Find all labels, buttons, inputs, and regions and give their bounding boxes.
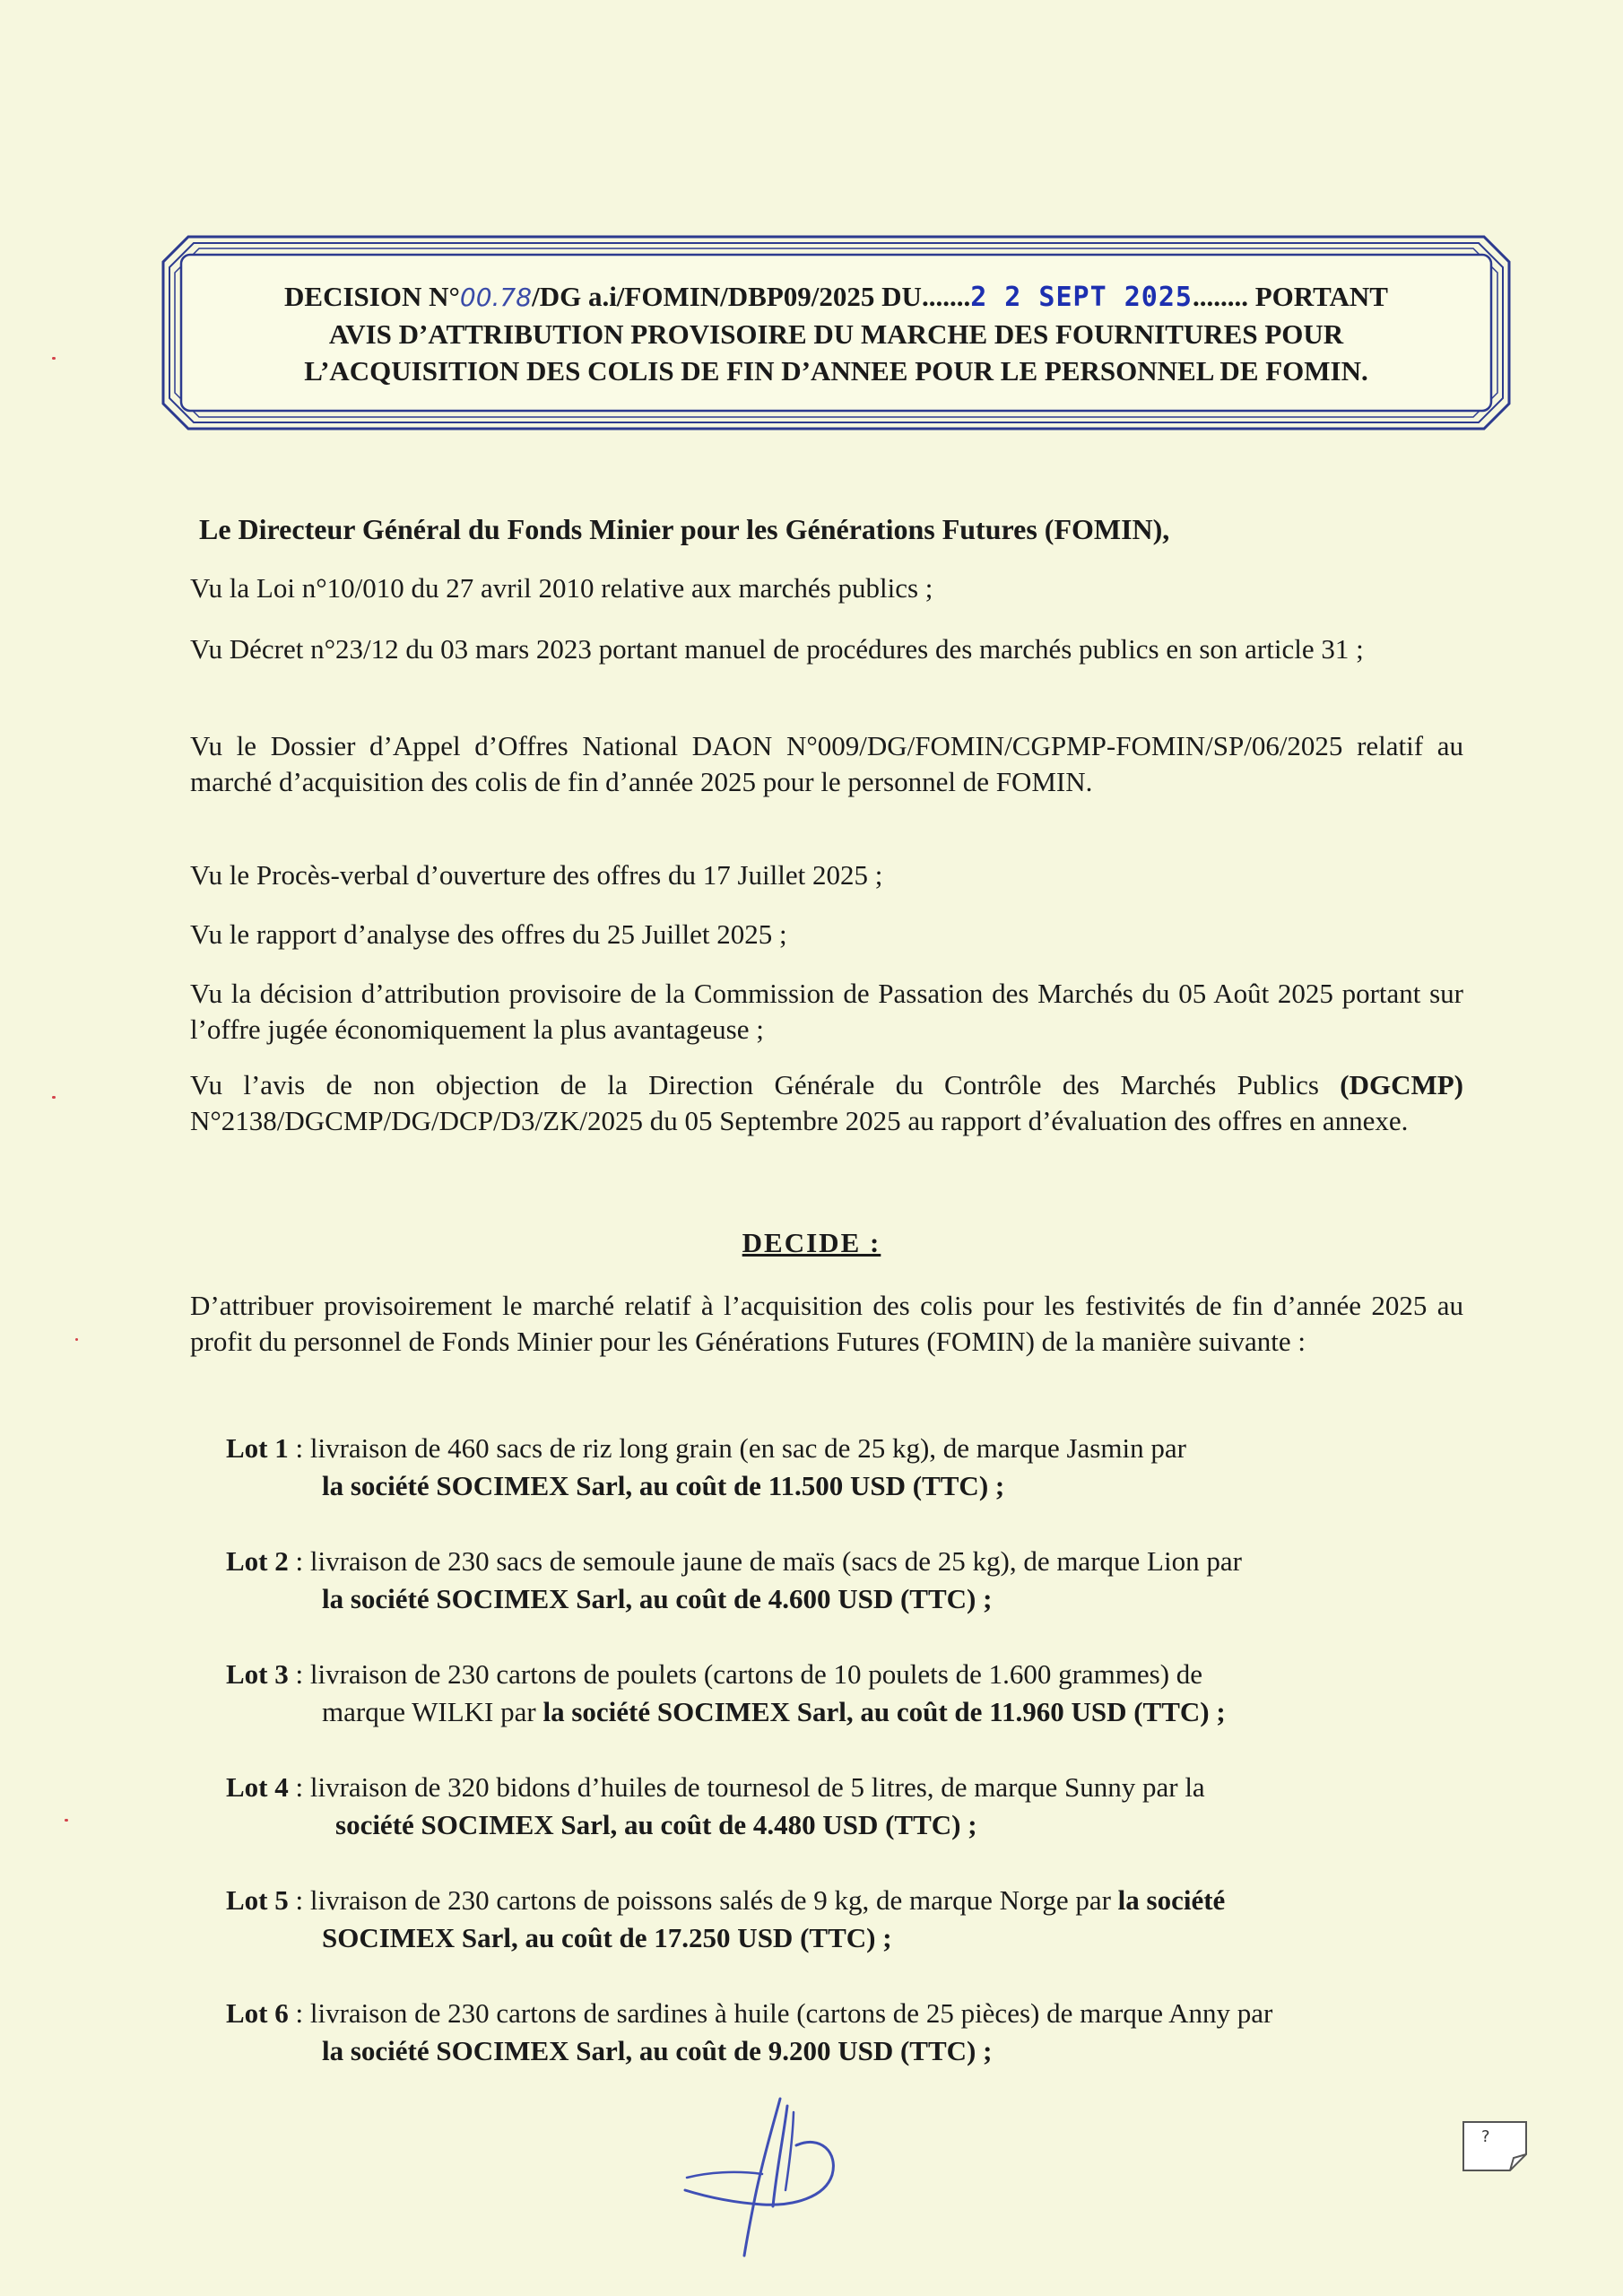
- consideration-item: Vu le rapport d’analyse des offres du 25 Juillet 2025 ;: [190, 918, 787, 950]
- red-speck-mark: [52, 357, 56, 360]
- lot-line-1: [226, 1769, 1472, 1806]
- lot-line-2: [226, 1919, 1472, 1957]
- lot-item: [226, 1882, 1472, 1957]
- lot-description: marque WILKI par: [322, 1696, 543, 1727]
- decision-title-line-3: L’ACQUISITION DES COLIS DE FIN D’ANNEE POUR LE PERSONNEL DE FOMIN.: [304, 355, 1368, 387]
- consideration-item: Vu la Loi n°10/010 du 27 avril 2010 relative aux marchés publics ;: [190, 572, 933, 604]
- lot-line-2: [226, 1693, 1472, 1731]
- dgcmp-acronym: (DGCMP): [1340, 1069, 1463, 1100]
- red-speck-mark: [75, 1338, 78, 1341]
- signature-icon: [673, 2090, 870, 2274]
- dots: .......: [921, 281, 971, 312]
- lot-item: [226, 1543, 1472, 1618]
- lot-supplier-cost: la société SOCIMEX Sarl, au coût de 9.200 USD (TTC) ;: [322, 2035, 993, 2066]
- consideration-text: Vu l’avis de non objection de la Direction Générale du Contrôle des Marchés Publics: [190, 1069, 1341, 1100]
- lot-line-1: [226, 1656, 1472, 1693]
- lot-line-2: [226, 1467, 1472, 1505]
- decision-suffix: /DG a.i/FOMIN/DBP09/2025 DU: [532, 281, 922, 312]
- consideration-item: Vu la décision d’attribution provisoire de la Commission de Passation des Marchés du 05 Août 2025 portant sur l’offre jugée économiquement la plus avantageuse ;: [190, 978, 1463, 1045]
- handwritten-decision-number: 00.78: [459, 283, 533, 312]
- lot-description: : livraison de 230 cartons de poulets (cartons de 10 poulets de 1.600 grammes) de: [288, 1658, 1203, 1690]
- attribution-intro: D’attribuer provisoirement le marché relatif à l’acquisition des colis pour les festivités de fin d’année 2025 au profit du personnel de Fonds Minier pour les Générations Futures (FOMIN) de la manière suivante :: [190, 1290, 1463, 1357]
- consideration-item: Vu le Dossier d’Appel d’Offres National DAON N°009/DG/FOMIN/CGPMP-FOMIN/SP/06/2025 relatif au marché d’acquisition des colis de fin d’année 2025 pour le personnel de FOMIN.: [190, 730, 1463, 797]
- consideration-item: Vu Décret n°23/12 du 03 mars 2023 portant manuel de procédures des marchés publics en son article 31 ;: [190, 633, 1364, 665]
- lot-label: Lot 6: [226, 1997, 289, 2029]
- lot-supplier: la société: [1117, 1884, 1226, 1916]
- lot-line-1: [226, 1430, 1472, 1467]
- dots: ........: [1193, 281, 1248, 312]
- lot-line-1: [226, 1995, 1472, 2032]
- date-stamp: 2 2 SEPT 2025: [970, 282, 1193, 313]
- decision-title-line-1: [206, 278, 1466, 316]
- red-speck-mark: [65, 1819, 68, 1822]
- lot-label: Lot 3: [226, 1658, 289, 1690]
- consideration-item-dgcmp: [190, 1067, 1463, 1139]
- lot-item: [226, 1769, 1472, 1844]
- lot-description: : livraison de 460 sacs de riz long grain (en sac de 25 kg), de marque Jasmin par: [288, 1432, 1186, 1464]
- director-heading: Le Directeur Général du Fonds Minier pour les Générations Futures (FOMIN),: [199, 513, 1170, 545]
- lot-label: Lot 5: [226, 1884, 289, 1916]
- lot-line-2: [226, 1580, 1472, 1618]
- decision-prefix: DECISION N°: [284, 281, 460, 312]
- consideration-item: Vu le Procès-verbal d’ouverture des offres du 17 Juillet 2025 ;: [190, 859, 883, 891]
- lot-line-2: [226, 1806, 1472, 1844]
- decide-heading: [0, 1227, 1623, 1259]
- page-number-box: [1460, 2118, 1530, 2174]
- lot-label: Lot 1: [226, 1432, 289, 1464]
- lot-label: Lot 2: [226, 1545, 289, 1577]
- decision-header-box: [161, 235, 1511, 430]
- lot-item: [226, 1656, 1472, 1731]
- page-number: ?: [1481, 2127, 1490, 2146]
- lot-item: [226, 1430, 1472, 1505]
- portant-label: PORTANT: [1254, 281, 1388, 312]
- lot-supplier-cost: la société SOCIMEX Sarl, au coût de 4.600 USD (TTC) ;: [322, 1583, 993, 1614]
- lot-description: : livraison de 230 cartons de sardines à huile (cartons de 25 pièces) de marque Anny par: [288, 1997, 1273, 2029]
- lot-supplier-cost: SOCIMEX Sarl, au coût de 17.250 USD (TTC) ;: [322, 1922, 892, 1953]
- lot-line-1: [226, 1543, 1472, 1580]
- lot-label: Lot 4: [226, 1771, 289, 1803]
- decision-title-line-2: AVIS D’ATTRIBUTION PROVISOIRE DU MARCHE DES FOURNITURES POUR: [328, 318, 1344, 350]
- red-speck-mark: [52, 1096, 56, 1099]
- consideration-text: N°2138/DGCMP/DG/DCP/D3/ZK/2025 du 05 Septembre 2025 au rapport d’évaluation des offres en annexe.: [190, 1105, 1409, 1136]
- decide-label: DECIDE :: [742, 1227, 881, 1258]
- lot-supplier-cost: la société SOCIMEX Sarl, au coût de 11.960 USD (TTC) ;: [542, 1696, 1226, 1727]
- lot-supplier-cost: la société SOCIMEX Sarl, au coût de 11.500 USD (TTC) ;: [322, 1470, 1005, 1501]
- lot-description: : livraison de 230 cartons de poissons salés de 9 kg, de marque Norge par: [288, 1884, 1118, 1916]
- lot-description: : livraison de 320 bidons d’huiles de tournesol de 5 litres, de marque Sunny par la: [288, 1771, 1205, 1803]
- decision-title: [206, 278, 1466, 389]
- lot-line-1: [226, 1882, 1472, 1919]
- lot-description: : livraison de 230 sacs de semoule jaune de maïs (sacs de 25 kg), de marque Lion par: [288, 1545, 1242, 1577]
- lot-line-2: [226, 2032, 1472, 2070]
- lot-supplier-cost: société SOCIMEX Sarl, au coût de 4.480 USD (TTC) ;: [335, 1809, 977, 1840]
- lot-item: [226, 1995, 1472, 2070]
